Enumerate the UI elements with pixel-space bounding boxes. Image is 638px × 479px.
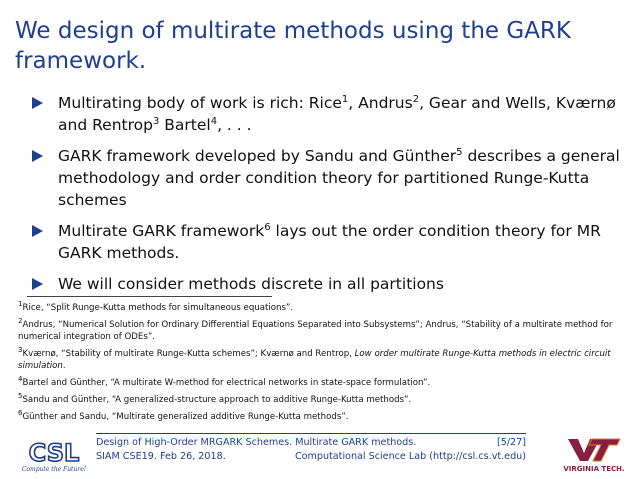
bullet-triangle-icon: [32, 150, 43, 162]
bullet-item-2: GARK framework developed by Sandu and Günther$^5$ describes a general methodology and order condition theory for partitioned Runge-Kutta schemes: [30, 145, 620, 211]
slide-title: We design of multirate methods using the GARK framework.: [15, 18, 571, 74]
footnote-2: $^2$Andrus, “Numerical Solution for Ordinary Differential Equations Separated into Subsystems”; Andrus, “Stability of a multirate method for numerical integration of ODEs”.: [18, 317, 613, 342]
footnote-divider: [27, 296, 272, 297]
footnote-1: $^1$Rice, “Split Runge-Kutta methods for simultaneous equations”.: [18, 300, 294, 313]
bullet-triangle-icon: [32, 97, 43, 109]
footer-lab: Computational Science Lab (http://csl.cs.vt.edu): [294, 451, 526, 462]
footnote-4: $^4$Bartel and Günther, “A multirate W-method for electrical networks in state-space formulation”.: [18, 375, 431, 388]
bullet-triangle-icon: [32, 278, 43, 290]
bullet-item-3: Multirate GARK framework$^6$ lays out the order condition theory for MR GARK methods.: [30, 220, 620, 264]
footer-venue: SIAM CSE19. Feb 26, 2018.: [96, 451, 226, 462]
vt-logo-text: VIRGINIA TECH.: [563, 465, 625, 473]
bullet-triangle-icon: [32, 225, 43, 237]
bullet-item-4: We will consider methods discrete in all partitions: [30, 273, 620, 295]
footer-page-number: [5/27]: [496, 437, 526, 448]
footer-talk-title: Design of High-Order MRGARK Schemes. Multirate GARK methods.: [96, 437, 417, 448]
slide-footer: [96, 436, 526, 464]
footnote-6: $^6$Günther and Sandu, “Multirate generalized additive Runge-Kutta methods”.: [18, 409, 349, 422]
csl-logo-tagline: Compute the Future!: [22, 466, 86, 473]
footnote-5: $^5$Sandu and Günther, “A generalized-structure approach to additive Runge-Kutta methods”.: [18, 392, 412, 405]
footnotes: [18, 302, 628, 428]
csl-logo-text: CSL: [28, 439, 80, 467]
csl-logo: [22, 437, 86, 473]
bullet-item-1: Multirating body of work is rich: Rice$^1$, Andrus$^2$, Gear and Wells, Kværnø and Rentrop$^3$ Bartel$^4$, . . .: [30, 92, 620, 136]
vt-logo: [562, 433, 626, 473]
bullet-list: [30, 92, 620, 304]
footnote-3: $^3$Kværnø, “Stability of multirate Runge-Kutta schemes”; Kværnø and Rentrop, Low order multirate Runge-Kutta methods in electric circuit simulation.: [18, 346, 611, 371]
footer-divider: [96, 433, 526, 434]
